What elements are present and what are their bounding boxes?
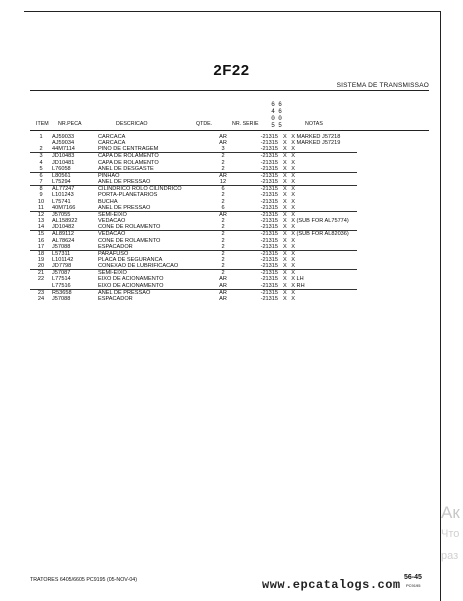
part-number: R53658 [52, 289, 98, 296]
part-note [297, 296, 357, 302]
part-description: CONEXAO DE LUBRIFICACAO [98, 263, 179, 270]
activation-overlay-line: Ак [441, 503, 460, 522]
item-number: 2 [39, 146, 43, 153]
serial-range: -21315 [260, 198, 278, 205]
model-marks: X X [283, 276, 297, 283]
part-note [297, 270, 357, 277]
part-quantity: 2 [221, 243, 225, 250]
item-number: 24 [37, 295, 45, 302]
activation-overlay-line: Что [441, 528, 460, 540]
part-number: L101142 [52, 256, 74, 263]
model-marks: X X [283, 179, 297, 186]
part-description: VEDACAO [98, 231, 201, 238]
part-note: (SUB FOR AL82036) [297, 231, 357, 238]
serial-digit: 6 [271, 101, 275, 108]
serial-digit: 6 [278, 101, 282, 108]
part-number: AL158922 [52, 218, 78, 225]
serial-range: -21315 [260, 237, 278, 244]
item-number: 14 [37, 224, 45, 231]
table-row [30, 270, 357, 277]
model-marks: X X [283, 237, 297, 244]
item-number: 9 [39, 192, 43, 199]
part-quantity: 2 [221, 165, 225, 172]
part-number: J57055 [52, 211, 98, 218]
item-number: 6 [30, 172, 52, 179]
page-number-sub: PC9195 [406, 583, 421, 588]
model-marks: X X [283, 198, 297, 205]
part-number: JD10483 [52, 153, 98, 160]
part-number: L75741 [52, 198, 71, 205]
part-number: J57088 [52, 243, 71, 250]
part-quantity: AR [201, 211, 245, 218]
part-note [297, 289, 357, 296]
header-qty: QTDE. [196, 121, 213, 127]
item-number: 23 [30, 289, 52, 296]
part-description: PINO DE CENTRAGEM [98, 146, 159, 153]
model-marks: X X [283, 282, 297, 289]
part-description: ANEL DE PRESSAO [98, 204, 151, 211]
item-number: 17 [37, 243, 45, 250]
model-marks: X X [283, 159, 297, 166]
part-number: AL77247 [52, 186, 98, 193]
part-quantity: 6 [201, 186, 245, 193]
item-number: 5 [39, 165, 43, 172]
item-number: 16 [37, 237, 45, 244]
part-quantity: AR [219, 140, 227, 147]
model-marks: X X [283, 192, 297, 199]
serial-digit: 5 [271, 122, 275, 129]
part-number: AL89112 [52, 231, 98, 238]
model-marks: X X [283, 186, 297, 193]
item-number [30, 283, 52, 290]
model-marks: X X [283, 140, 297, 147]
serial-range: -21315 [245, 270, 283, 277]
part-description: CAPA DE ROLAMENTO [98, 153, 201, 160]
part-quantity: 2 [221, 198, 225, 205]
table-row [30, 231, 357, 238]
part-number: JD10482 [52, 224, 75, 231]
part-quantity: 2 [201, 250, 245, 257]
part-description: ESPACADOR [98, 295, 133, 302]
table-row [30, 283, 357, 290]
model-marks: X X [283, 218, 297, 225]
part-description: EIXO DE ACIONAMENTO [98, 276, 164, 283]
model-marks: X X [283, 270, 297, 277]
part-number: L77514 [52, 276, 71, 283]
part-description: CARCACA [98, 134, 126, 140]
parts-table [30, 134, 357, 302]
serial-range: -21315 [260, 134, 278, 140]
part-description: ANEL DE PRESSAO [98, 179, 151, 186]
serial-range: -21315 [245, 231, 283, 238]
serial-range: -21315 [260, 165, 278, 172]
part-quantity: 2 [221, 263, 225, 270]
part-description: CAPA DE ROLAMENTO [98, 159, 159, 166]
part-quantity: AR [201, 172, 245, 179]
part-description: PINHAO [98, 172, 201, 179]
part-number: AL78624 [52, 237, 75, 244]
part-number: L101243 [52, 192, 74, 199]
serial-range: -21315 [260, 192, 278, 199]
part-note [297, 166, 357, 173]
table-row [30, 186, 357, 193]
model-marks: X X [283, 231, 297, 238]
model-marks: X X [283, 211, 297, 218]
part-description: ESPACADOR [98, 243, 133, 250]
part-description: CONE DE ROLAMENTO [98, 237, 161, 244]
serial-range: -21315 [260, 159, 278, 166]
part-quantity: 2 [221, 218, 225, 225]
serial-range: -21315 [260, 224, 278, 231]
model-marks: X X [283, 224, 297, 231]
item-number: 15 [30, 231, 52, 238]
model-marks: X X [283, 134, 297, 140]
table-row [30, 224, 357, 231]
header-part-no: NR.PECA [58, 121, 82, 127]
part-number: 40M7166 [52, 204, 76, 211]
item-number: 11 [38, 204, 44, 211]
part-note [297, 250, 357, 257]
activation-overlay-line: раз [441, 550, 459, 562]
part-number: JD7798 [52, 263, 72, 270]
serial-range: -21315 [245, 211, 283, 218]
part-note [297, 211, 357, 218]
header-serial: NR. SERIE [232, 121, 259, 127]
table-row [30, 244, 357, 251]
part-quantity: AR [219, 134, 227, 140]
part-number: L75294 [52, 179, 71, 186]
serial-range: -21315 [245, 153, 283, 160]
item-number: 10 [37, 198, 45, 205]
model-marks: X X [283, 146, 297, 153]
model-marks: X X [283, 172, 297, 179]
header-rule [30, 130, 429, 131]
header-item: ITEM [36, 121, 49, 127]
part-quantity: AR [219, 276, 227, 283]
serial-range: -21315 [260, 295, 278, 302]
part-description: PORTA-PLANETARIOS [98, 192, 158, 199]
serial-range: -21315 [260, 140, 278, 147]
part-number: JD10481 [52, 159, 75, 166]
item-number: 18 [30, 250, 52, 257]
model-marks: X X [283, 243, 297, 250]
item-number: 22 [37, 276, 45, 283]
model-marks: X X [283, 165, 297, 172]
table-row [30, 250, 357, 257]
table-row [30, 263, 357, 270]
part-number: J57087 [52, 270, 98, 277]
part-description: ANEL DE PRESSAO [98, 289, 201, 296]
part-quantity: 12 [219, 179, 227, 186]
section-code: 2F22 [213, 62, 250, 79]
item-number: 3 [30, 153, 52, 160]
serial-range: -21315 [260, 243, 278, 250]
model-marks: X X [283, 250, 297, 257]
item-number: 13 [37, 218, 45, 225]
item-number: 7 [39, 179, 43, 186]
part-description: ANEL DE DESGASTE [98, 165, 154, 172]
serial-digit: 0 [278, 115, 282, 122]
item-number: 12 [30, 211, 52, 218]
header-description: DESCRICAO [116, 121, 148, 127]
serial-digit: 5 [278, 122, 282, 129]
part-number: J57088 [52, 295, 71, 302]
watermark-url: www.epcatalogs.com [262, 578, 401, 592]
model-marks: X X [283, 289, 297, 296]
serial-range: -21315 [260, 204, 278, 211]
serial-range: -21315 [260, 263, 278, 270]
serial-range: -21315 [260, 276, 278, 283]
table-row [30, 205, 357, 212]
header-notes: NOTAS [305, 121, 323, 127]
footer-doc-info: TRATORES 6405/6605 PC9195 (05-NOV-04) [30, 577, 137, 583]
part-note [297, 224, 357, 231]
item-number: 21 [30, 270, 52, 277]
serial-range: -21315 [260, 256, 278, 263]
part-note [297, 146, 357, 153]
part-note: RH [296, 282, 305, 289]
table-row [30, 166, 357, 173]
part-note [297, 205, 357, 212]
part-description: PLACA DE SEGURANCA [98, 256, 163, 263]
item-number: 4 [39, 159, 43, 166]
part-note [297, 172, 357, 179]
table-row [30, 146, 357, 153]
serial-digit: 0 [271, 115, 275, 122]
item-number: 20 [37, 263, 45, 270]
part-quantity: 2 [221, 192, 225, 199]
part-description: CARCACA [98, 140, 126, 147]
serial-range: -21315 [245, 186, 283, 193]
part-quantity: 2 [201, 153, 245, 160]
model-marks: X X [283, 153, 297, 160]
part-description: PARAFUSO [98, 250, 201, 257]
serial-range: -21315 [260, 179, 278, 186]
part-description: BUCHA [98, 198, 118, 205]
serial-range: -21315 [245, 289, 283, 296]
part-note [297, 263, 357, 270]
part-description: CILINDRICO ROLO CILINDRICO [98, 186, 201, 193]
part-number: L57311 [52, 250, 98, 257]
table-row [30, 179, 357, 186]
table-row [30, 172, 357, 179]
part-description: SEMI-EIXO [98, 211, 201, 218]
item-number: 1 [39, 134, 43, 140]
model-marks: X X [283, 256, 297, 263]
part-quantity: 2 [221, 159, 225, 166]
part-note: LH [296, 276, 304, 283]
part-quantity: 2 [221, 237, 225, 244]
part-quantity: AR [201, 289, 245, 296]
part-note: (SUB FOR AL75774) [296, 218, 349, 225]
page-number: 56-45 [404, 574, 422, 581]
part-quantity: 2 [221, 256, 225, 263]
part-number: L76058 [52, 165, 71, 172]
serial-range: -21315 [260, 218, 278, 225]
serial-range: -21315 [245, 250, 283, 257]
table-row [30, 211, 357, 218]
part-note: MARKED J57219 [296, 140, 341, 147]
part-quantity: 2 [201, 270, 245, 277]
part-description: SEMI-EIXO [98, 270, 201, 277]
part-number: L80561 [52, 172, 98, 179]
table-row [30, 153, 357, 160]
part-description: EIXO DE ACIONAMENTO [98, 282, 164, 289]
item-number: 19 [37, 256, 45, 263]
part-quantity: 6 [221, 204, 225, 211]
serial-range: -21315 [260, 146, 278, 153]
serial-digit: 4 [271, 108, 275, 115]
part-description: VEDACAO [98, 218, 126, 225]
part-number: AJ59034 [52, 140, 75, 147]
part-description: CONE DE ROLAMENTO [98, 224, 161, 231]
part-note: MARKED J57218 [296, 134, 341, 140]
model-marks: X X [283, 295, 297, 302]
serial-range: -21315 [260, 282, 278, 289]
part-quantity: 2 [201, 231, 245, 238]
title-rule [30, 90, 429, 91]
part-number: 44M7114 [52, 146, 75, 153]
part-quantity: AR [219, 295, 227, 302]
model-marks: X X [283, 263, 297, 270]
table-row [30, 296, 357, 302]
part-quantity: 2 [221, 224, 225, 231]
serial-digit: 6 [278, 108, 282, 115]
part-note [297, 244, 357, 251]
page-border-top [24, 11, 441, 12]
part-note [297, 153, 357, 160]
part-note [297, 186, 357, 193]
section-title: SISTEMA DE TRANSMISSAO [336, 82, 429, 89]
part-number: L77516 [52, 282, 71, 289]
item-number: 8 [30, 186, 52, 193]
serial-range: -21315 [245, 172, 283, 179]
part-quantity: 3 [221, 146, 225, 153]
part-note [297, 179, 357, 186]
table-row [30, 289, 357, 296]
part-quantity: AR [219, 282, 227, 289]
model-marks: X X [283, 204, 297, 211]
part-number: AJ59033 [52, 134, 75, 140]
